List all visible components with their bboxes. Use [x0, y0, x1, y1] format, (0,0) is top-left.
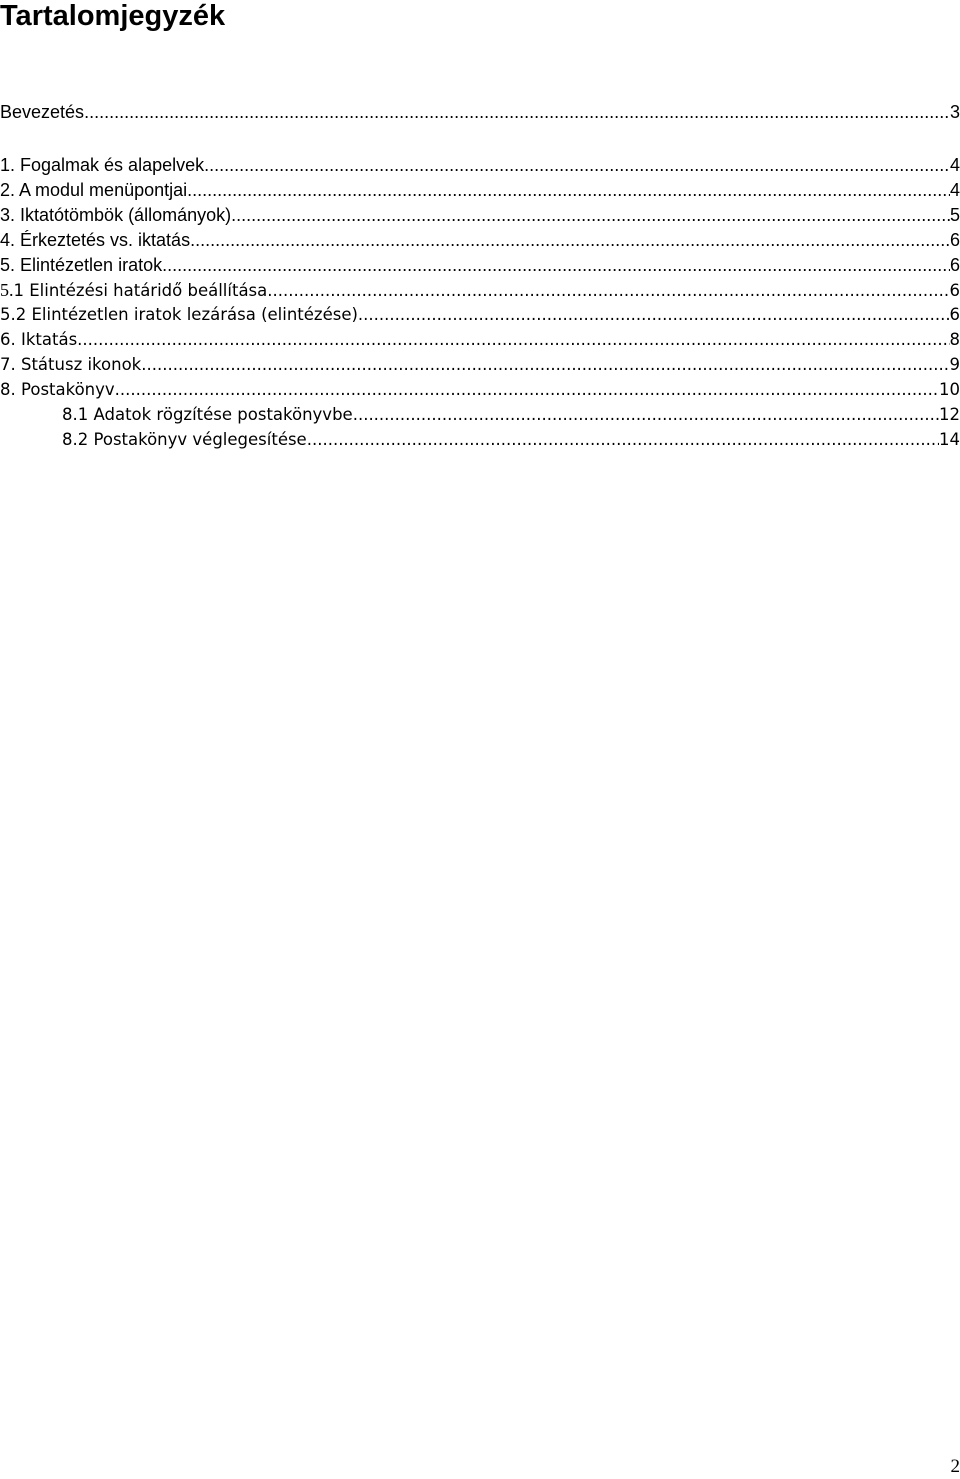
toc-dot-leader	[187, 178, 950, 202]
toc-entry-number: 5.	[0, 280, 14, 300]
toc-entry-page: 4	[949, 180, 960, 200]
toc-dot-leader	[358, 303, 950, 327]
toc-entry-5-1[interactable]	[0, 278, 960, 302]
toc-entry-page: 6	[949, 281, 960, 300]
toc-entry-page: 6	[949, 255, 960, 275]
toc-entry-text: 1 Elintézési határidő beállítása	[13, 281, 268, 300]
toc-dot-leader	[307, 428, 939, 452]
toc-entry-page: 14	[939, 430, 960, 449]
page-number: 2	[950, 1456, 960, 1477]
toc-entry-label: 1. Fogalmak és alapelvek	[0, 155, 205, 175]
toc-entry-label: 6. Iktatás	[0, 330, 78, 349]
toc-dot-leader	[190, 228, 950, 252]
toc-entry-page: 6	[949, 230, 960, 250]
toc-entry-page: 4	[949, 155, 960, 175]
toc-entry-label: Bevezetés	[0, 102, 85, 122]
toc-entry-page: 10	[939, 380, 960, 399]
toc-entry-8[interactable]	[0, 378, 960, 402]
toc-dot-leader	[141, 353, 949, 377]
toc-entry-5[interactable]	[0, 253, 960, 277]
toc-entry-label: 2. A modul menüpontjai	[0, 180, 188, 200]
toc-entry-label: 5. Elintézetlen iratok	[0, 255, 163, 275]
toc-entry-page: 12	[939, 405, 960, 424]
toc-entry-page: 6	[949, 305, 960, 324]
toc-dot-leader	[267, 279, 949, 303]
toc-entry-3[interactable]	[0, 203, 960, 227]
toc-entry-6[interactable]	[0, 328, 960, 352]
toc-entry-4[interactable]	[0, 228, 960, 252]
toc-entry-2[interactable]	[0, 178, 960, 202]
toc-entry-page: 9	[949, 355, 960, 374]
toc-entry-label: 8. Postakönyv	[0, 380, 115, 399]
page-title: Tartalomjegyzék	[0, 0, 226, 32]
toc-entry-label	[0, 278, 267, 303]
toc-entry-label: 8.2 Postakönyv véglegesítése	[62, 430, 307, 449]
toc-entry-page: 8	[949, 330, 960, 349]
toc-entry-label: 4. Érkeztetés vs. iktatás	[0, 230, 191, 250]
toc-dot-leader	[115, 378, 939, 402]
toc-entry-page: 5	[949, 205, 960, 225]
toc-entry-label: 8.1 Adatok rögzítése postakönyvbe	[62, 405, 353, 424]
toc-dot-leader	[77, 328, 949, 352]
toc-dot-leader	[84, 100, 950, 124]
toc-entry-introduction[interactable]	[0, 100, 960, 124]
toc-entry-page: 3	[949, 102, 960, 122]
toc-entry-label: 3. Iktatótömbök (állományok)	[0, 205, 232, 225]
toc-entry-1[interactable]	[0, 153, 960, 177]
toc-entry-8-1[interactable]	[0, 403, 960, 427]
toc-entry-label: 7. Státusz ikonok	[0, 355, 142, 374]
toc-dot-leader	[162, 253, 950, 277]
toc-dot-leader	[231, 203, 950, 227]
toc-entry-7[interactable]	[0, 353, 960, 377]
toc-entry-label: 5.2 Elintézetlen iratok lezárása (elintézése)	[0, 305, 358, 324]
toc-entry-8-2[interactable]	[0, 428, 960, 452]
toc-entry-5-2[interactable]	[0, 303, 960, 327]
toc-dot-leader	[353, 403, 939, 427]
toc-dot-leader	[204, 153, 950, 177]
